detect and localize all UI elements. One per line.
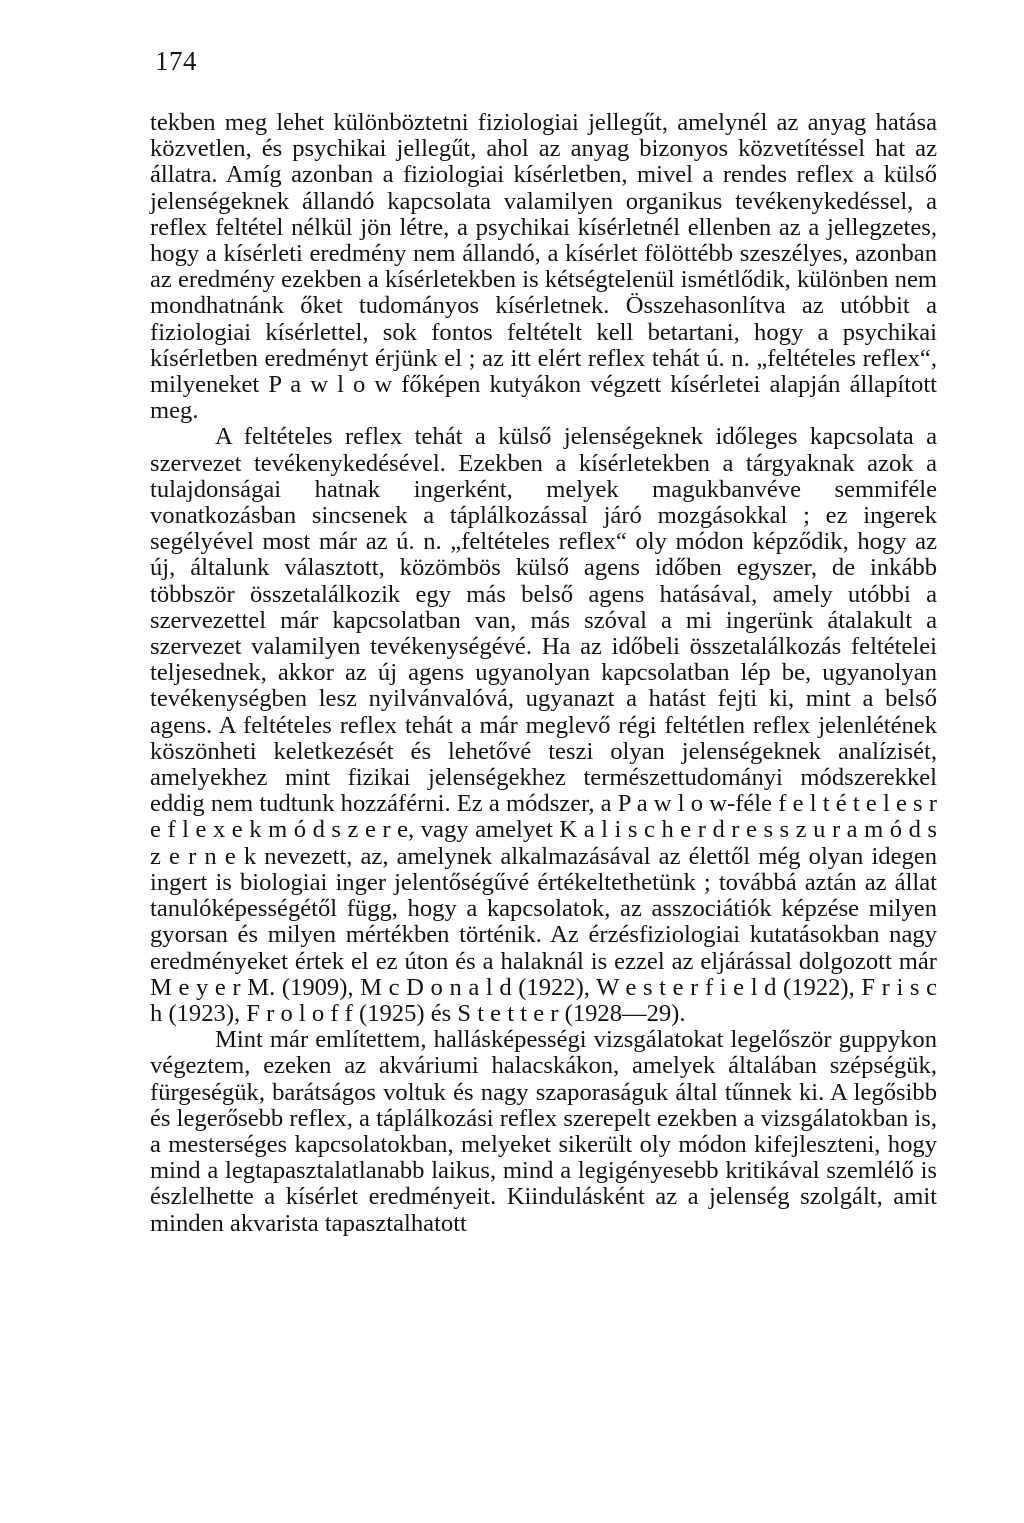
paragraph-1: tekben meg lehet különböztetni fiziologiai jellegűt, amelynél az anyag hatása közvetlen, és psychikai jellegűt, ahol az anyag bizonyos közvetítéssel hat az állatra. Amíg azonban a fiziologiai kísérletben, mivel a rendes reflex a külső jelenségeknek állandó kapcsolata valamilyen organikus tevékenykedéssel, a reflex feltétel nélkül jön létre, a psychikai kísérletnél ellenben az a jellegzetes, hogy a kísérleti eredmény nem állandó, a kísérlet fölöttébb szeszélyes, azonban az eredmény ezekben a kísérletekben is kétségtelenül ismétlődik, különben nem mondhatnánk őket tudományos kísérletnek. Összehasonlítva az utóbbit a fiziologiai kísérlettel, sok fontos feltételt kell betartani, hogy a psychikai kísérletben eredményt érjünk el ; az itt elért reflex tehát ú. n. „feltételes reflex“, milyeneket P a w l o w főképen kutyákon végzett kísérletei alapján állapított meg.: [150, 109, 937, 425]
paragraph-3: Mint már említettem, hallásképességi vizsgálatokat legelőször guppykon végeztem, ezeken az akváriumi halacskákon, amelyek általában szépségük, fürgeségük, barátságos voltuk és nagy szaporaságuk által tűnnek ki. A legősibb és legerősebb reflex, a táplálkozási reflex szerepelt ezekben a vizsgálatokban is, a mesterséges kapcsolatokban, melyeket sikerült oly módon kifejleszteni, hogy mind a legtapasztalatlanabb laikus, mind a legigényesebb kritikával szemlélő is észlelhette a kísérlet eredményeit. Kiindulásként az a jelenség szolgált, amit minden akvarista tapasztalhatott: [150, 1026, 937, 1237]
body-text: [150, 110, 937, 1237]
paragraph-2: A feltételes reflex tehát a külső jelenségeknek időleges kapcsolata a szervezet tevékenykedésével. Ezekben a kísérletekben a tárgyaknak azok a tulajdonságai hatnak ingerként, melyek magukbanvéve semmiféle vonatkozásban sincsenek a táplálkozással járó mozgásokkal ; ez ingerek segélyével most már az ú. n. „feltételes reflex“ oly módon képződik, hogy az új, általunk választott, közömbös külső agens időben egyszer, de inkább többször összetalálkozik egy más belső agens hatásával, amely utóbbi a szervezettel már kapcsolatban van, más szóval a mi ingerünk átalakult a szervezet valamilyen tevékenységévé. Ha az időbeli összetalálkozás feltételei teljesednek, akkor az új agens ugyanolyan kapcsolatban lép be, ugyanolyan tevékenységben lesz nyilvánvalóvá, ugyanazt a hatást fejti ki, mint a belső agens. A feltételes reflex tehát a már meglevő régi feltétlen reflex jelenlétének köszönheti keletkezését és lehetővé teszi olyan jelenségeknek analízisét, amelyekhez mint fizikai jelenségekhez természettudományi módszerekkel eddig nem tudtunk hozzáférni. Ez a módszer, a P a w l o w-féle f e l t é t e l e s r e f l e x e k m ó d s z e r e, vagy amelyet K a l i s c h e r d r e s s z u r a m ó d s z e r n e k nevezett, az, amelynek alkalmazásával az élettől még olyan idegen ingert is biologiai inger jelentőségűvé értékeltethetünk ; továbbá aztán az állat tanulóképességétől függ, hogy a kapcsolatok, az asszociátiók képzése milyen gyorsan és milyen mértékben történik. Az érzésfiziologiai kutatásokban nagy eredményeket értek el ez úton és a halaknál is ezzel az eljárással dolgozott már M e y e r M. (1909), M c D o n a l d (1922), W e s t e r f i e l d (1922), F r i s c h (1923), F r o l o f f (1925) és S t e t t e r (1928—29).: [150, 423, 937, 1027]
page-number: 174: [155, 46, 197, 76]
